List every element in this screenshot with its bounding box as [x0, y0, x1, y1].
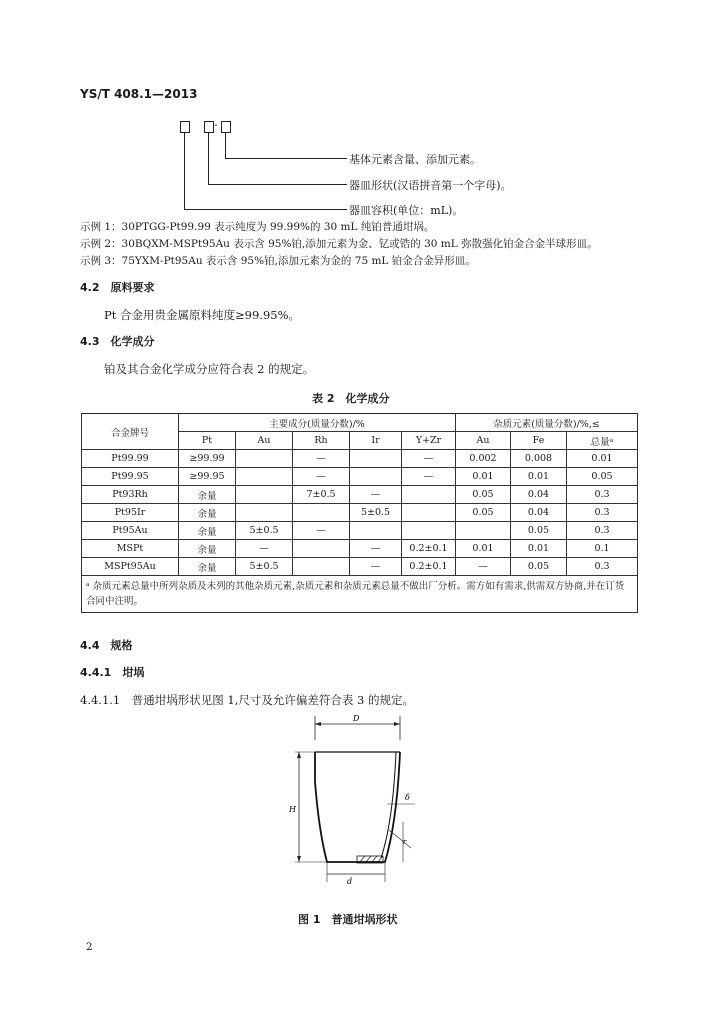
code-dash: - [214, 119, 218, 131]
figure1-caption: 图 1 普通坩埚形状 [298, 913, 398, 926]
code-box-element [221, 121, 231, 133]
table-cell: 0.05 [511, 558, 567, 576]
table-cell [402, 504, 456, 522]
alloy-grade-cell: Pt95Au [82, 522, 179, 540]
table-header-main: 主要成分(质量分数)/% [179, 414, 456, 432]
table-cell: 0.3 [567, 522, 638, 540]
table-subheader: Fe [511, 432, 567, 450]
dim-label-D: D [353, 714, 360, 723]
table-cell: 余量 [179, 486, 236, 504]
table-cell: 7±0.5 [293, 486, 350, 504]
table-cell: 0.2±0.1 [402, 540, 456, 558]
dim-label-r: r [403, 838, 407, 846]
table-row [82, 522, 638, 540]
table-cell: 5±0.5 [236, 558, 293, 576]
table-cell: 0.3 [567, 504, 638, 522]
table-cell: — [350, 486, 402, 504]
page-number: 2 [86, 941, 93, 953]
table-row [82, 540, 638, 558]
table-cell: ≥99.99 [179, 450, 236, 468]
table-cell [350, 450, 402, 468]
table-subheader: Rh [293, 432, 350, 450]
table-cell [236, 486, 293, 504]
section-4-2-title: 4.2 原料要求 [80, 281, 155, 294]
chemical-composition-table [81, 413, 638, 613]
alloy-grade-cell: Pt99.99 [82, 450, 179, 468]
table-cell: — [402, 450, 456, 468]
table-cell [293, 504, 350, 522]
table-cell: 0.05 [511, 522, 567, 540]
table-subheader: Au [236, 432, 293, 450]
table-row [82, 486, 638, 504]
table-cell [236, 504, 293, 522]
crucible-drawing [285, 712, 425, 892]
table-cell [402, 486, 456, 504]
table-header-impurity: 杂质元素(质量分数)/%,≤ [456, 414, 638, 432]
table-row [82, 450, 638, 468]
alloy-grade-cell: Pt95Ir [82, 504, 179, 522]
table-cell: 0.3 [567, 486, 638, 504]
crucible-inner-wall [381, 752, 396, 858]
alloy-grade-cell: MSPt [82, 540, 179, 558]
table-cell: 0.01 [456, 468, 511, 486]
table-cell: 5±0.5 [350, 504, 402, 522]
dim-label-H: H [289, 805, 296, 814]
dim-label-delta: δ [405, 793, 410, 802]
table-cell: — [456, 558, 511, 576]
table-cell: — [293, 468, 350, 486]
section-4-4-1-title: 4.4.1 坩埚 [80, 666, 145, 679]
table-cell [350, 468, 402, 486]
code-box-volume [180, 121, 190, 133]
table-subheader: 总量ᵃ [567, 432, 638, 450]
table-cell: 0.01 [567, 450, 638, 468]
table-cell [293, 558, 350, 576]
table-cell: 0.05 [567, 468, 638, 486]
table-cell: — [402, 468, 456, 486]
table-cell: 0.04 [511, 486, 567, 504]
section-4-3-title: 4.3 化学成分 [80, 335, 155, 348]
table-cell: 0.002 [456, 450, 511, 468]
table-cell [236, 450, 293, 468]
code-label-element: 基体元素含量、添加元素。 [349, 153, 481, 166]
table-cell: 0.04 [511, 504, 567, 522]
table-cell [293, 540, 350, 558]
table-subheader: Au [456, 432, 511, 450]
alloy-grade-cell: Pt93Rh [82, 486, 179, 504]
section-4-2-text: Pt 合金用贵金属原料纯度≥99.95%。 [104, 308, 300, 322]
table-header-alloy: 合金牌号 [82, 414, 179, 450]
table-cell: 0.3 [567, 558, 638, 576]
standard-code: YS/T 408.1—2013 [80, 87, 198, 101]
table-cell: — [350, 540, 402, 558]
table-subheader: Ir [350, 432, 402, 450]
table-row [82, 504, 638, 522]
table-cell: 0.01 [511, 540, 567, 558]
table-cell [456, 522, 511, 540]
table-cell: 0.05 [456, 486, 511, 504]
table-cell: 5±0.5 [236, 522, 293, 540]
table-subheader: Y+Zr [402, 432, 456, 450]
alloy-grade-cell: MSPt95Au [82, 558, 179, 576]
alloy-grade-cell: Pt99.95 [82, 468, 179, 486]
example-2: 示例 2：30BQXM-MSPt95Au 表示含 95%铂,添加元素为金、钇或锆的 30 mL 弥散强化铂金合金半球形皿。 [80, 238, 598, 250]
table-cell: — [293, 450, 350, 468]
table-cell: — [236, 540, 293, 558]
table-cell [236, 468, 293, 486]
table-cell: 0.01 [456, 540, 511, 558]
table-cell: ≥99.95 [179, 468, 236, 486]
table-cell: — [350, 558, 402, 576]
crucible-outer-wall [315, 752, 400, 862]
section-4-4-1-1-text: 4.4.1.1 普通坩埚形状见图 1,尺寸及允许偏差符合表 3 的规定。 [80, 693, 414, 707]
example-3: 示例 3：75YXM-Pt95Au 表示含 95%铂,添加元素为金的 75 mL 铂金合金异形皿。 [80, 255, 476, 267]
table-cell: 余量 [179, 558, 236, 576]
table-cell: 余量 [179, 504, 236, 522]
section-4-4-title: 4.4 规格 [80, 639, 133, 652]
table-cell: 余量 [179, 540, 236, 558]
table-cell: — [293, 522, 350, 540]
table-row [82, 558, 638, 576]
table-cell: 0.1 [567, 540, 638, 558]
table-cell: 0.05 [456, 504, 511, 522]
table-row [82, 468, 638, 486]
table-cell [350, 522, 402, 540]
table-cell [402, 522, 456, 540]
code-box-shape [204, 121, 214, 133]
table-cell: 0.008 [511, 450, 567, 468]
section-4-3-text: 铂及其合金化学成分应符合表 2 的规定。 [104, 362, 315, 376]
table-subheader: Pt [179, 432, 236, 450]
table-cell: 余量 [179, 522, 236, 540]
table-footnote: ᵃ 杂质元素总量中所列杂质及未列的其他杂质元素,杂质元素和杂质元素总量不做出厂分析。需方如有需求,供需双方协商,并在订货合同中注明。 [82, 576, 638, 613]
table-cell: 0.01 [511, 468, 567, 486]
code-label-volume: 器皿容积(单位：mL)。 [349, 204, 464, 217]
code-label-shape: 器皿形状(汉语拼音第一个字母)。 [349, 179, 512, 192]
dim-label-d: d [347, 877, 353, 886]
example-1: 示例 1：30PTGG-Pt99.99 表示纯度为 99.99%的 30 mL 纯铂普通坩埚。 [80, 221, 435, 233]
table-cell: 0.2±0.1 [402, 558, 456, 576]
table2-caption: 表 2 化学成分 [312, 392, 390, 405]
